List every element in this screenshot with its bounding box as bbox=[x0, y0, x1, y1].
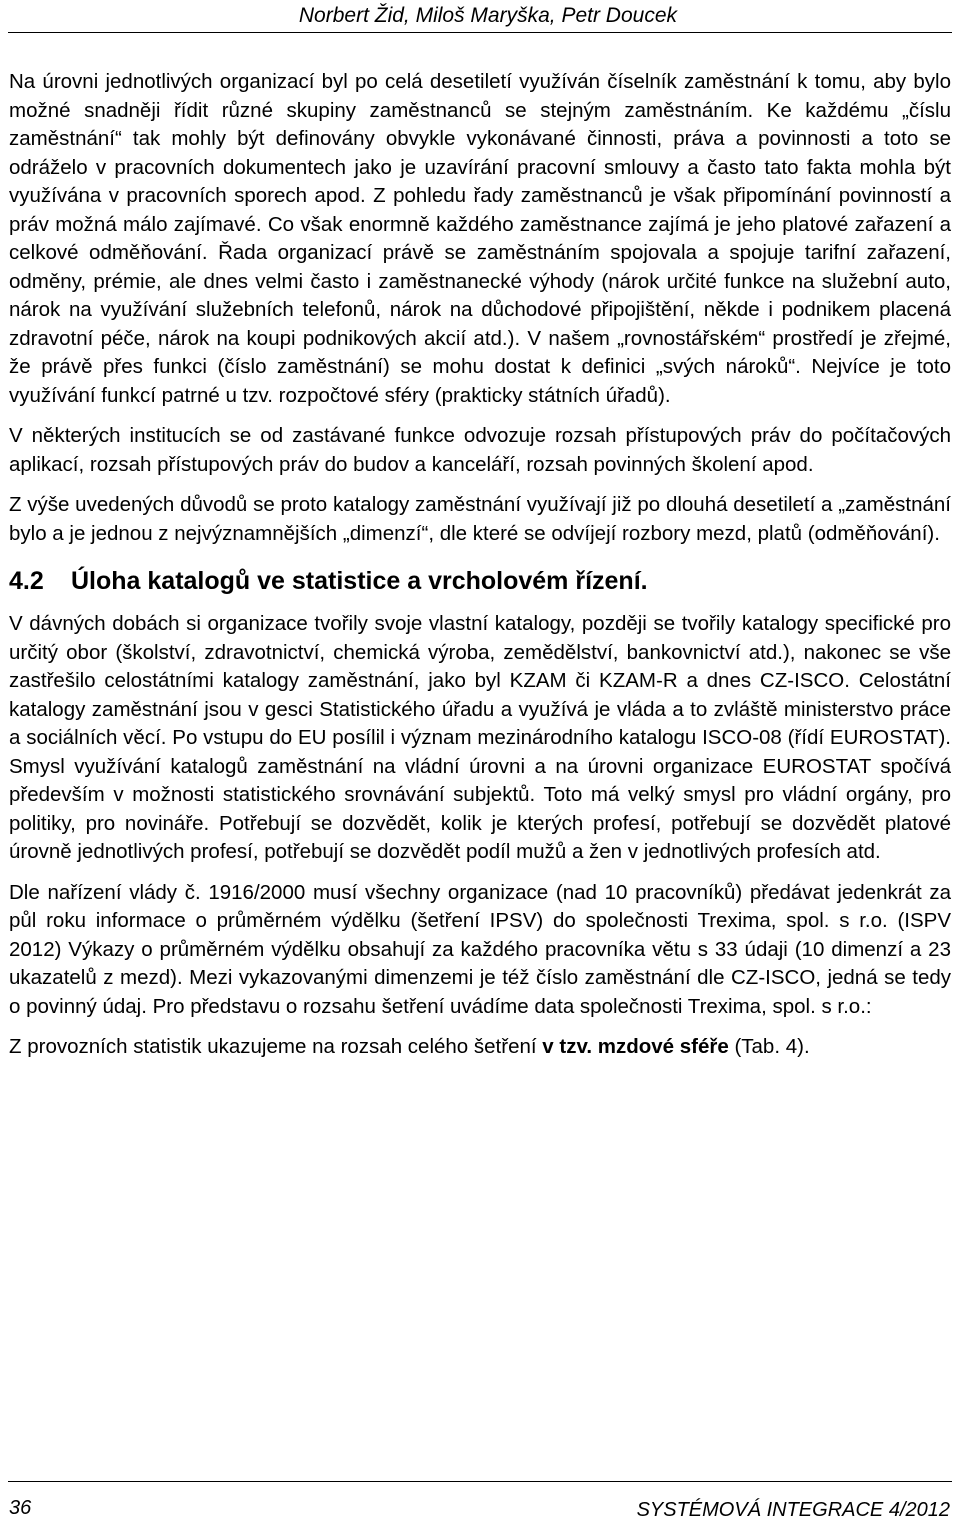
section-paragraph-1: V dávných dobách si organizace tvořily svoje vlastní katalogy, později se tvořily katalogy specifické pro určitý obor (školství, zdravotnictví, chemická výroba, zemědělství, bankovnictví atd.), nakonec se vše zastřešilo celostátními katalogy zaměstnání, jako byl KZAM či KZAM-R a dnes CZ-ISCO. Celostátní katalogy zaměstnání jsou v gesci Statistického úřadu a využívá je vláda a to zvláště ministerstvo práce a sociálních věcí. Po vstupu do EU posílil i význam mezinárodního katalogu ISCO-08 (řídí EUROSTAT). Smysl využívání katalogů zaměstnání na vládní úrovni a na úrovni organizace EUROSTAT spočívá především v možnosti statistického srovnávání subjektů. Toto má velký smysl pro vládní orgány, pro politiky, pro novináře. Potřebují se dozvědět, kolik je kterých profesí, potřebují se dozvědět platové úrovně jednotlivých profesí, potřebují se dozvědět podíl mužů a žen v jednotlivých profesích atd. bbox=[9, 612, 951, 863]
section-title: Úloha katalogů ve statistice a vrcholovém řízení. bbox=[71, 567, 648, 595]
footer-rule bbox=[8, 1481, 952, 1482]
paragraph-1: Na úrovni jednotlivých organizací byl po celá desetiletí využíván číselník zaměstnání k tomu, aby bylo možné snadněji řídit různé skupiny zaměstnanců se stejným zaměstnáním. Ke každému „číslu zaměstnání“ tak mohly být definovány obvykle vykonávané činnosti, práva a povinnosti a toto se odráželo v pracovních dokumentech jako je uzavírání pracovní smlouvy a často tato fakta mohla být využívána v pracovních sporech apod. Z pohledu řady zaměstnanců je však připomínání povinností a práv možná málo zajímavé. Co však enormně každého zaměstnance zajímá je jeho platové zařazení a celkové odměňování. Řada organizací právě se zaměstnáním spojovala a spojuje tarifní zařazení, odměny, prémie, ale dnes velmi často i zaměstnanecké výhody (nárok určité funkce na služební auto, nárok na využívání služebních telefonů, nárok na důchodové připojištění, někde i podnikem placená zdravotní péče, nárok na koupi podnikových akcií atd.). V našem „rovnostářském“ prostředí je zřejmé, že právě přes funkci (číslo zaměstnání) se mohu dostat k definici „svých nároků“. Nejvíce je toto využívání funkcí patrné u tzv. rozpočtové sféry (prakticky státních úřadů). bbox=[9, 70, 951, 407]
page-content bbox=[9, 68, 951, 1074]
section-paragraph-2: Dle nařízení vlády č. 1916/2000 musí všechny organizace (nad 10 pracovníků) předávat jedenkrát za půl roku informace o průměrném výdělku (šetření IPSV) do společnosti Trexima, spol. s r.o. (ISPV 2012) Výkazy o průměrném výdělku obsahují za každého pracovníka větu s 33 údaji (10 dimenzí a 23 ukazatelů z mezd). Mezi vykazovanými dimenzemi je též číslo zaměstnání dle CZ-ISCO, jedná se tedy o povinný údaj. Pro představu o rozsahu šetření uvádíme data společnosti Trexima, spol. s r.o.: bbox=[9, 880, 951, 1018]
paragraph-2: V některých institucích se od zastávané funkce odvozuje rozsah přístupových práv do počítačových aplikací, rozsah přístupových práv do budov a kanceláří, rozsah povinných školení apod. bbox=[9, 424, 951, 476]
last-paragraph-bold: v tzv. mzdové sféře bbox=[542, 1035, 729, 1058]
paragraph-3: Z výše uvedených důvodů se proto katalogy zaměstnání využívají již po dlouhá desetiletí a „zaměstnání bylo a je jednou z nejvýznamnějších „dimenzí“, dle které se odvíjejí rozbory mezd, platů (odměňování). bbox=[9, 493, 951, 545]
section-paragraph-3 bbox=[9, 1033, 951, 1062]
section-heading bbox=[9, 566, 951, 596]
page-number: 36 bbox=[9, 1497, 32, 1519]
running-header bbox=[0, 4, 960, 32]
journal-name: SYSTÉMOVÁ INTEGRACE 4/2012 bbox=[636, 1499, 950, 1521]
header-authors: Norbert Žid, Miloš Maryška, Petr Doucek bbox=[298, 4, 677, 27]
header-rule bbox=[8, 32, 952, 33]
section-number: 4.2 bbox=[9, 567, 44, 595]
last-paragraph-text: Z provozních statistik ukazujeme na rozsah celého šetření bbox=[9, 1035, 543, 1058]
last-paragraph-end: (Tab. 4). bbox=[728, 1035, 810, 1058]
